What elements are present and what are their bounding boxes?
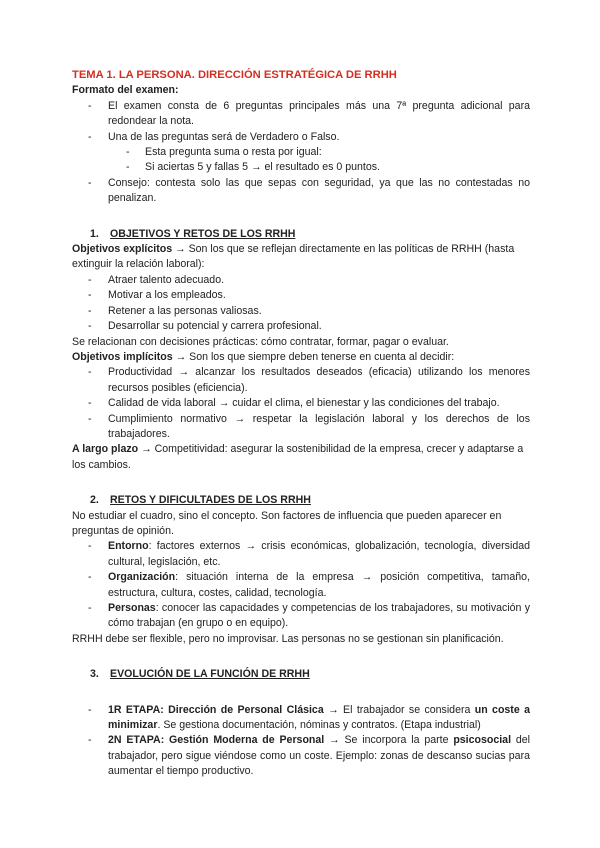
evolution-list (72, 703, 530, 780)
explicit-objectives (72, 242, 530, 273)
explicit-text: → Son los que se reflejan directamente en las políticas de RRHH (hasta extinguir la relación laboral): (72, 243, 515, 271)
section-heading-2 (72, 493, 530, 508)
personas-text: : conocer las capacidades y competencias de los trabajadores, su motivación y cómo trabajan (en grupo o en equipo). (108, 602, 530, 630)
section-title: RETOS Y DIFICULTADES DE LOS RRHH (110, 494, 311, 507)
section-number: 1. (90, 227, 99, 240)
challenges-outro: RRHH debe ser flexible, pero no improvisar. Las personas no se gestionan sin planificación. (72, 632, 504, 645)
stage-1-label: 1R ETAPA: Dirección de Personal Clásica (108, 703, 324, 716)
sub-list-item: - Si aciertas 5 y fallas 5 → el resultado es 0 puntos. (72, 160, 530, 175)
list-item: - Desarrollar su potencial y carrera profesional. (72, 319, 530, 334)
list-item (72, 601, 530, 632)
format-heading: Formato del examen: (72, 84, 179, 97)
long-term-label: A largo plazo (72, 443, 139, 456)
organizacion-label: Organización (108, 571, 176, 584)
stage-1-end: . Se gestiona documentación, nóminas y contratos. (Etapa industrial) (157, 719, 481, 732)
stage-2-end: del trabajador, pero sigue viéndose como un coste. Ejemplo: zonas de descanso sucias para aumentar el tiempo productivo. (108, 734, 530, 778)
personas-label: Personas (108, 602, 156, 614)
organizacion-text: : situación interna de la empresa → posición competitiva, tamaño, estructura, cultura, costes, calidad, tecnología. (108, 571, 530, 599)
sub-list-item: - Esta pregunta suma o resta por igual: (72, 145, 530, 160)
stage-1-text: → El trabajador se considera (323, 703, 475, 716)
entorno-text: : factores externos → crisis económicas, globalización, tecnología, diversidad cultural, legislación, etc. (108, 540, 530, 568)
list-item (72, 703, 530, 734)
challenges-intro: No estudiar el cuadro, sino el concepto. Son factores de influencia que pueden aparecer en preguntas de opinión. (72, 509, 502, 537)
section-number: 2. (90, 494, 99, 507)
challenges-list (72, 539, 530, 631)
relate-text: Se relacionan con decisiones prácticas: cómo contratar, formar, pagar o evaluar. (72, 335, 449, 348)
section-heading-3 (72, 667, 530, 682)
section-number: 3. (90, 668, 99, 681)
list-item (72, 733, 530, 779)
entorno-label: Entorno (108, 540, 149, 553)
list-item: - Productividad → alcanzar los resultados deseados (eficacia) utilizando los menores recursos posibles (eficiencia). (72, 365, 530, 396)
long-term-body: → Competitividad: asegurar la sostenibilidad de la empresa, crecer y adaptarse a los cambios. (72, 443, 524, 471)
stage-2-text: → Se incorpora la parte (324, 734, 454, 747)
section-title: OBJETIVOS Y RETOS DE LOS RRHH (110, 227, 296, 240)
list-item: - Consejo: contesta solo las que sepas con seguridad, ya que las no contestadas no penalizan. (72, 176, 530, 207)
format-list (72, 99, 530, 207)
implicit-label: Objetivos implícitos (72, 350, 173, 363)
list-item: - Retener a las personas valiosas. (72, 304, 530, 319)
stage-1-emphasis: un coste a minimizar (108, 703, 530, 732)
stage-2-label: 2N ETAPA: Gestión Moderna de Personal (108, 734, 325, 747)
page-title: TEMA 1. LA PERSONA. DIRECCIÓN ESTRATÉGICA DE RRHH (72, 69, 397, 81)
section-title: EVOLUCIÓN DE LA FUNCIÓN DE RRHH (110, 668, 310, 681)
list-item: - Atraer talento adecuado. (72, 273, 530, 288)
list-item: - Calidad de vida laboral → cuidar el clima, el bienestar y las condiciones del trabajo. (72, 396, 530, 411)
section-heading-1 (72, 227, 530, 242)
list-item: - Una de las preguntas será de Verdadero o Falso. (72, 130, 530, 145)
list-item (72, 539, 530, 570)
long-term-text (72, 442, 530, 473)
stage-2-emphasis: psicosocial (453, 734, 512, 747)
explicit-label: Objetivos explícitos (72, 243, 173, 256)
implicit-objectives (72, 350, 530, 365)
list-item: - Motivar a los empleados. (72, 288, 530, 303)
list-item (72, 570, 530, 601)
implicit-text: → Son los que siempre deben tenerse en cuenta al decidir: (172, 350, 455, 363)
list-item: - Cumplimiento normativo → respetar la legislación laboral y los derechos de los trabajadores. (72, 412, 530, 443)
list-item: - El examen consta de 6 preguntas principales más una 7ª pregunta adicional para redondear la nota. (72, 99, 530, 130)
explicit-list (72, 273, 530, 335)
implicit-list (72, 365, 530, 442)
